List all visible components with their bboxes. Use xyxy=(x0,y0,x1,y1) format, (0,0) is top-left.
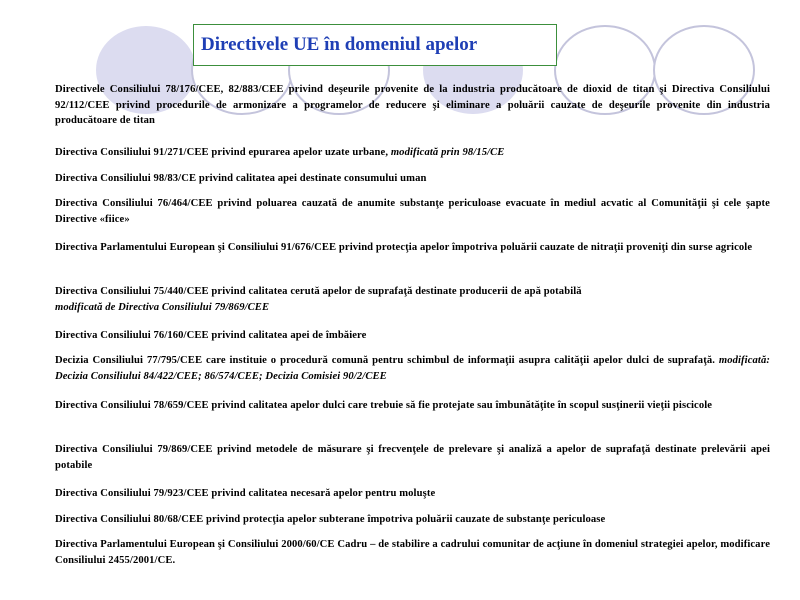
list-item xyxy=(55,240,770,256)
item-text: Directiva Consiliului 75/440/CEE privind calitatea cerută apelor de suprafaţă destinate producerii de apă potabilă xyxy=(55,286,582,297)
item-text: Directiva Parlamentului European şi Consiliului 91/676/CEE privind protecţia apelor împotriva poluării cauzate de nitraţii proveniţi din surse agricole xyxy=(55,242,753,253)
list-item xyxy=(55,328,770,344)
list-item xyxy=(55,196,770,227)
item-text: Directiva Consiliului 78/659/CEE privind calitatea apelor dulci care trebuie să fie protejate sau îmbunătăţite în scopul susţinerii vieţii piscicole xyxy=(55,400,713,411)
item-text: Directiva Consiliului 79/869/CEE privind metodele de măsurare şi frecvenţele de prelevare şi analiză a apelor de suprafaţă destinate prelevării apei potabile xyxy=(55,444,770,471)
list-item xyxy=(55,398,770,414)
item-text: Directiva Consiliului 79/923/CEE privind calitatea necesară apelor pentru moluşte xyxy=(55,488,436,499)
list-item xyxy=(55,537,770,568)
list-item xyxy=(55,82,770,129)
item-text: Directiva Consiliului 80/68/CEE privind protecţia apelor subterane împotriva poluării cauzate de substanţe periculoase xyxy=(55,514,606,525)
item-text: Directiva Consiliului 76/464/CEE privind poluarea cauzată de anumite substanţe periculoase evacuate în mediul acvatic al Comunităţii şi cele şapte Directive «fiice» xyxy=(55,198,770,225)
list-item xyxy=(55,284,770,315)
item-text: Directiva Parlamentului European şi Consiliului 2000/60/CE Cadru – de stabilire a cadrului comunitar de acţiune în domeniul strategiei apelor, modificare Consiliului 2455/2001/CE. xyxy=(55,539,770,566)
item-text: Directiva Consiliului 76/160/CEE privind calitatea apei de îmbăiere xyxy=(55,330,367,341)
title-box xyxy=(193,24,557,66)
list-item xyxy=(55,442,770,473)
item-note: modificată prin 98/15/CE xyxy=(390,147,505,158)
item-text: Decizia Consiliului 77/795/CEE care instituie o procedură comună pentru schimbul de informaţii asupra calităţii apelor dulci de suprafaţă. xyxy=(55,355,719,366)
list-item xyxy=(55,512,770,528)
item-text: Directiva Consiliului 91/271/CEE privind epurarea apelor uzate urbane, xyxy=(55,147,391,158)
list-item xyxy=(55,353,770,384)
list-item xyxy=(55,486,770,502)
item-text: Directivele Consiliului 78/176/CEE, 82/883/CEE privind deşeurile provenite de la industria producătoare de dioxid de titan şi Directiva Consiliului 92/112/CEE privind procedurile de armonizare a programelor de reducere şi eliminare a poluării cauzate de deşeurile provenite din industria producătoare de titan xyxy=(55,84,770,126)
list-item xyxy=(55,145,770,161)
page-title: Directivele UE în domeniul apelor xyxy=(201,34,478,55)
list-item xyxy=(55,171,770,187)
item-note: modificată: Decizia Consiliului 84/422/CEE; 86/574/CEE; Decizia Comisiei 90/2/CEE xyxy=(55,355,770,382)
item-note: modificată de Directiva Consiliului 79/869/CEE xyxy=(55,301,270,313)
item-text: Directiva Consiliului 98/83/CE privind calitatea apei destinate consumului uman xyxy=(55,173,427,184)
